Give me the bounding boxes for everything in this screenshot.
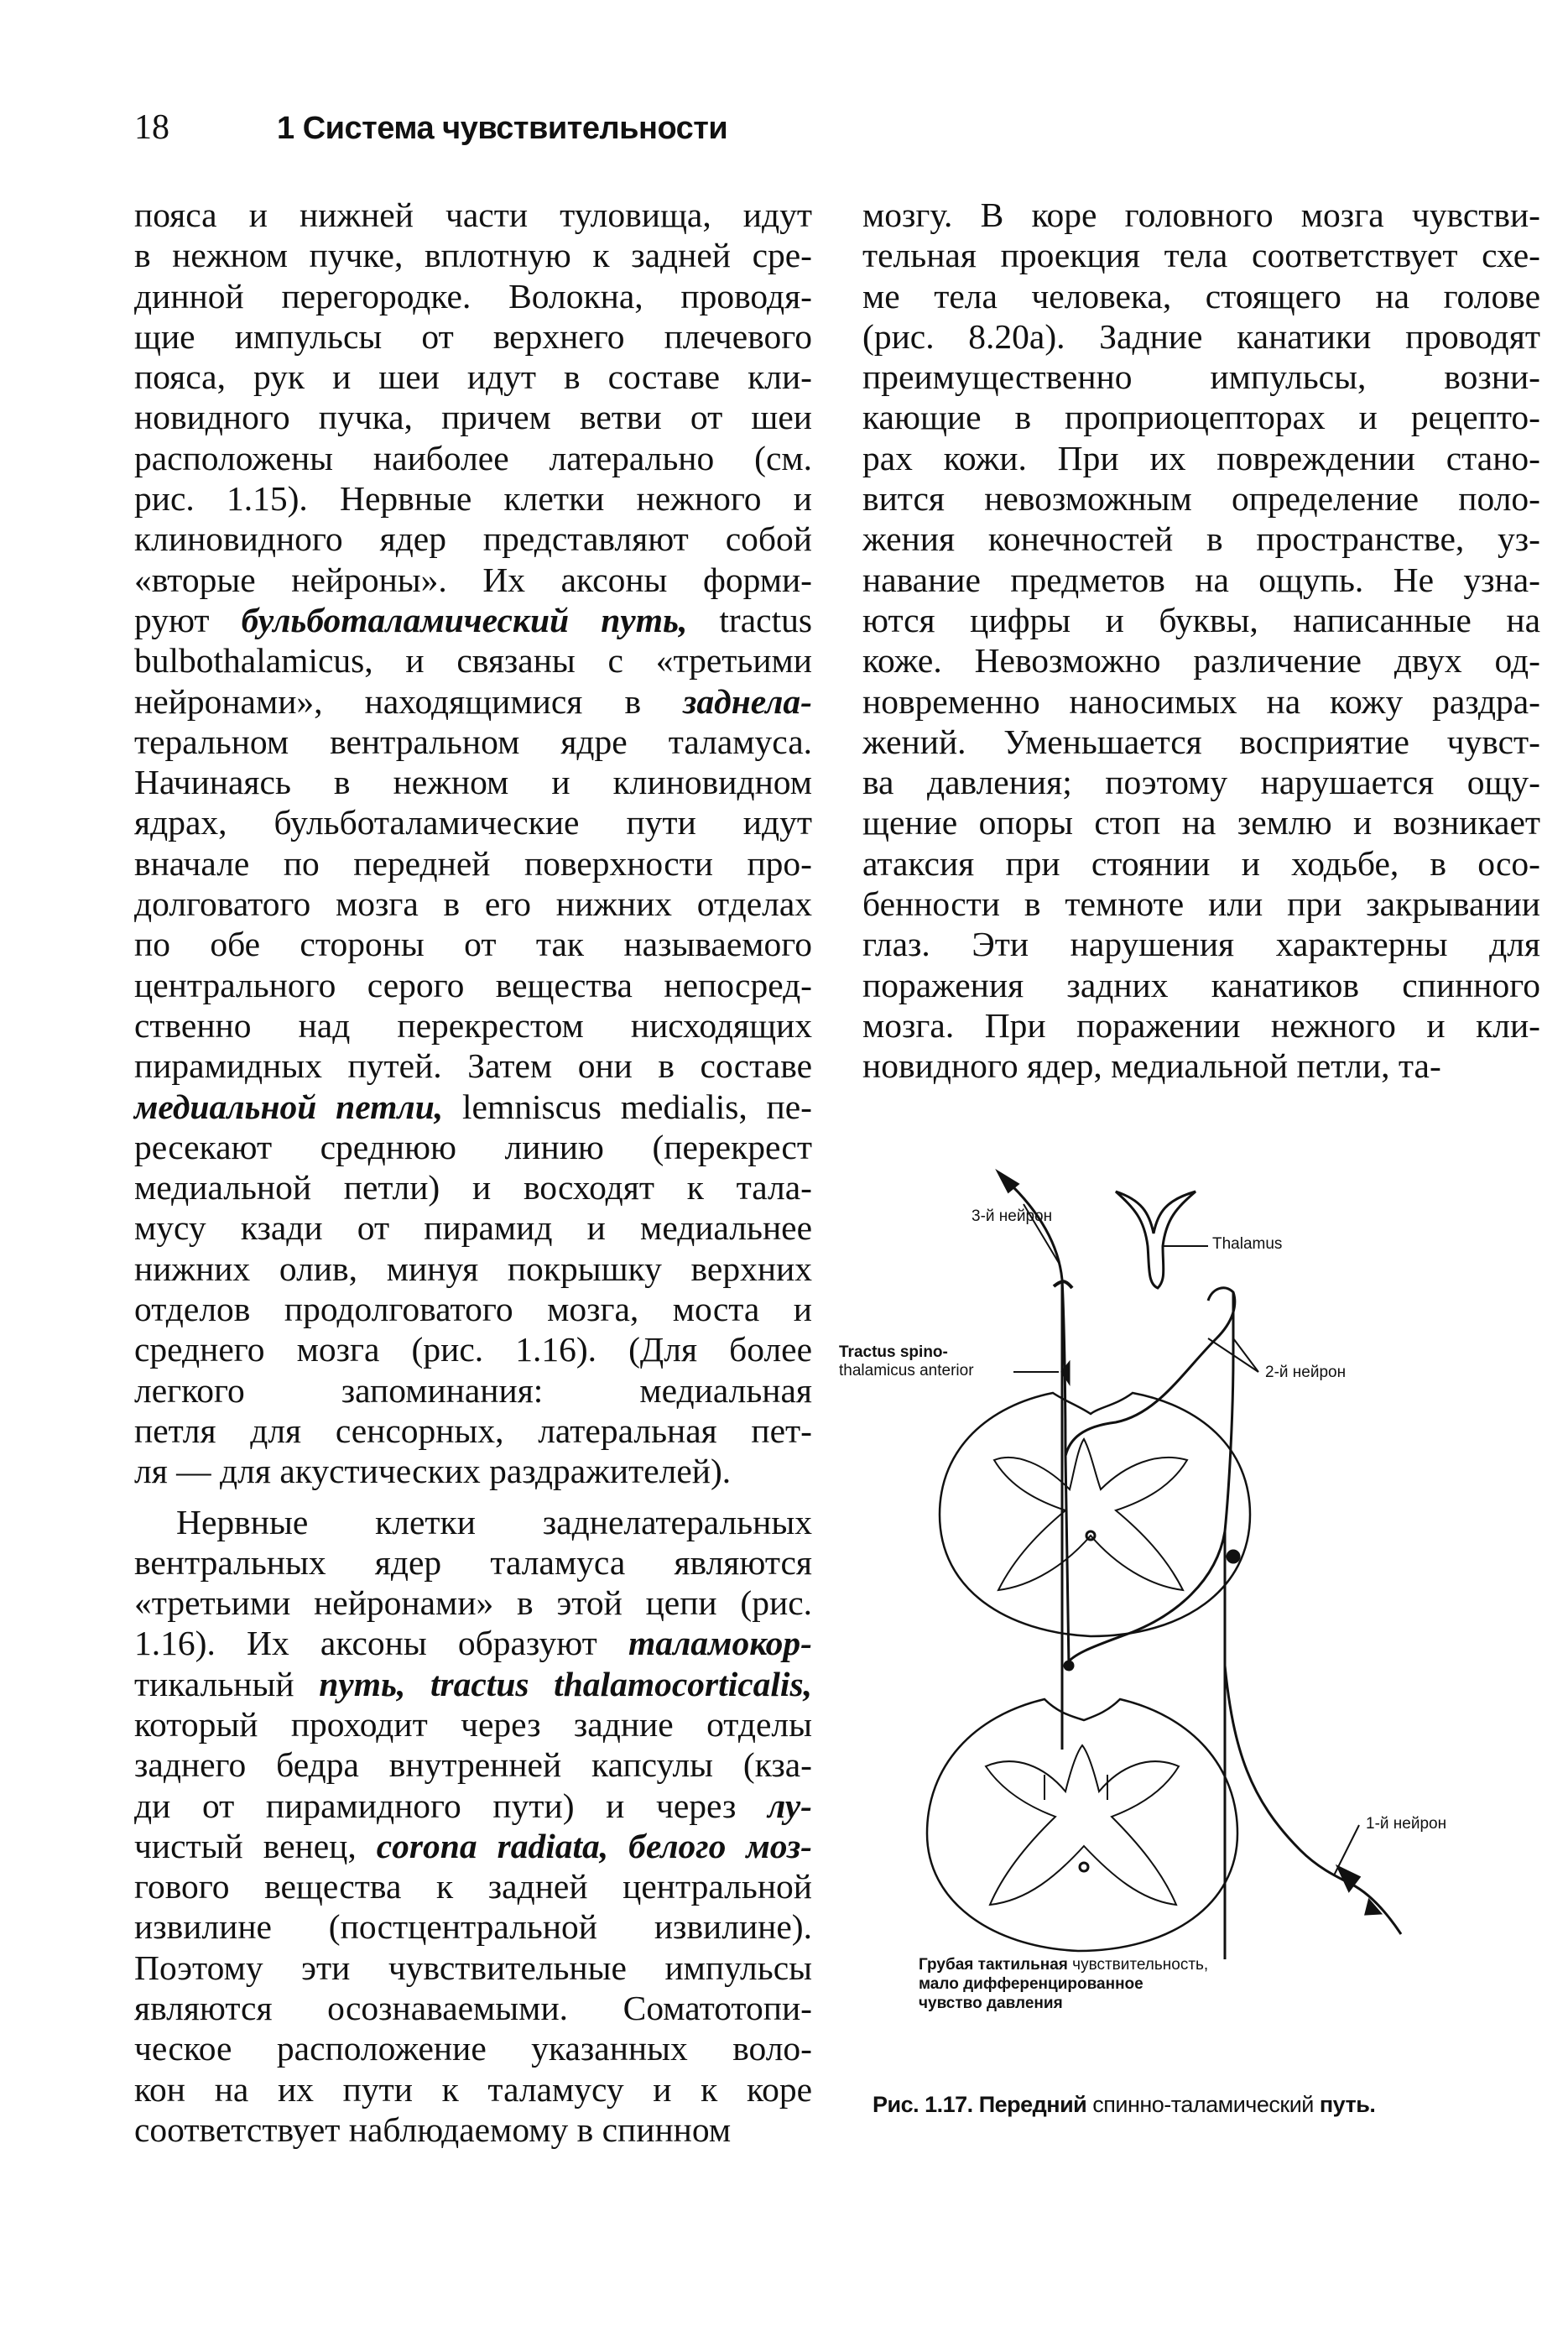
text-line: вентральных ядер таламуса являются xyxy=(134,1542,812,1582)
text-line: новременно наносимых на кожу раздра- xyxy=(862,681,1540,721)
figure-desc-line1 xyxy=(919,1955,1388,1974)
text-line: новидного ядер, медиальной петли, та- xyxy=(862,1046,1441,1086)
text-line: ственно над перекрестом нисходящих xyxy=(134,1005,812,1045)
lower-spinal-section xyxy=(927,1699,1237,1951)
text-line: Нервные клетки заднелатеральных xyxy=(176,1502,812,1541)
text-line: пояса, рук и шеи идут в составе кли- xyxy=(134,357,812,397)
lower-central-canal xyxy=(1080,1863,1088,1871)
text-line: ля — для акустических раздражителей). xyxy=(134,1452,732,1491)
text-line: отделов продолговатого мозга, моста и xyxy=(134,1290,812,1329)
text-line: по обе стороны от так называемого xyxy=(134,925,812,964)
text-line: коже. Невозможно различение двух од- xyxy=(862,641,1540,681)
text-line: чистый венец, corona radiata, белого моз- xyxy=(134,1826,812,1865)
label-neuron-3: 3-й нейрон xyxy=(972,1207,1053,1225)
text-line: долговатого мозга в его нижних отделах xyxy=(134,884,812,924)
text-line: петля для сенсорных, латеральная пет- xyxy=(134,1411,812,1450)
text-line: среднего мозга (рис. 1.16). (Для более xyxy=(134,1330,812,1369)
text-line: гового вещества к задней центральной xyxy=(134,1867,812,1906)
label-thalamus: Thalamus xyxy=(1212,1235,1283,1253)
text-line: вится невозможным определение поло- xyxy=(862,479,1540,519)
upper-grey-matter xyxy=(994,1439,1187,1590)
neuron2-axon xyxy=(1065,1288,1235,1456)
text-line: щие импульсы от верхнего плечевого xyxy=(134,316,812,356)
figure-caption xyxy=(873,2092,1375,2118)
text-line: тикальный путь, tractus thalamocorticalis, xyxy=(134,1664,812,1703)
text-line: ва давления; поэтому нарушается ощу- xyxy=(862,763,1540,802)
text-line: навание предметов на ощупь. Не узна- xyxy=(862,560,1540,599)
neuron2-label-line-b xyxy=(1233,1338,1258,1372)
caption-prefix: Рис. 1.17. xyxy=(873,2092,973,2117)
text-line: пирамидных путей. Затем они в составе xyxy=(134,1046,812,1086)
text-line: руют бульботаламический путь, tractus xyxy=(134,600,813,639)
text-line: тельная проекция тела соответствует схе- xyxy=(862,236,1540,275)
figure-description xyxy=(919,1955,1388,2013)
text-line: новидного пучка, причем ветви от шеи xyxy=(134,398,812,437)
text-line: медиальной петли, lemniscus medialis, пе- xyxy=(134,1087,812,1126)
text-line: «вторые нейроны». Их аксоны форми- xyxy=(134,560,812,599)
text-line: преимущественно импульсы, возни- xyxy=(862,357,1540,397)
text-line: медиальной петли) и восходят к тала- xyxy=(134,1168,812,1207)
neuron1-axon xyxy=(1225,1531,1401,1959)
text-line: пояса и нижней части туловища, идут xyxy=(134,196,812,234)
text-line: мусу кзади от пирамид и медиальнее xyxy=(134,1208,812,1248)
text-line: вначале по передней поверхности про- xyxy=(134,843,812,883)
text-line: поражения задних канатиков спинного xyxy=(862,965,1540,1004)
neuron1-arrow-in xyxy=(1366,1901,1380,1914)
page-number: 18 xyxy=(134,108,169,147)
left-text-column xyxy=(134,195,812,2150)
text-line: ческое расположение указанных воло- xyxy=(134,2029,812,2068)
desc-bold: Грубая тактильная xyxy=(919,1956,1068,1974)
text-line: ме тела человека, стоящего на голове xyxy=(862,276,1540,316)
figure-desc-line3: чувство давления xyxy=(919,1995,1063,2012)
text-line: щение опоры стоп на землю и возникает xyxy=(862,803,1540,842)
label-tract-line1: Tractus spino- xyxy=(839,1343,948,1361)
label-tract-line2: thalamicus anterior xyxy=(839,1362,974,1379)
text-line: ются цифры и буквы, написанные на xyxy=(862,600,1540,639)
figure-desc-line2: мало дифференцированное xyxy=(919,1975,1143,1993)
text-line: ди от пирамидного пути) и через лу- xyxy=(134,1786,812,1825)
text-line: центрального серого вещества непосред- xyxy=(134,965,812,1004)
text-line: жения конечностей в пространстве, уз- xyxy=(862,519,1540,559)
text-line: «третьими нейронами» в этой цепи (рис. xyxy=(134,1583,812,1623)
text-line: легкого запоминания: медиальная xyxy=(134,1370,812,1410)
label-neuron-1: 1-й нейрон xyxy=(1366,1815,1447,1833)
text-line: рис. 1.15). Нервные клетки нежного и xyxy=(134,479,812,519)
upper-spinal-section xyxy=(940,1393,1250,1636)
neuron1-label-line xyxy=(1334,1825,1359,1875)
lower-grey-matter xyxy=(986,1745,1179,1905)
page-header xyxy=(134,107,1477,158)
desc-plain: чувствительность, xyxy=(1067,1956,1209,1974)
text-line: атаксия при стоянии и ходьбе, в осо- xyxy=(862,843,1540,883)
text-line: заднего бедра внутренней капсулы (кза- xyxy=(134,1745,812,1785)
text-line: ресекают среднюю линию (перекрест xyxy=(134,1127,812,1166)
text-line: кон на их пути к таламусу и к коре xyxy=(134,2069,812,2109)
text-line: клиновидного ядер представляют собой xyxy=(134,519,812,559)
text-line: Начинаясь в нежном и клиновидном xyxy=(134,763,812,802)
text-line: мозга. При поражении нежного и кли- xyxy=(862,1005,1540,1045)
caption-bold-1: Передний xyxy=(972,2092,1087,2117)
text-line: глаз. Эти нарушения характерны для xyxy=(862,925,1540,964)
figure-spinothalamic-diagram xyxy=(839,1162,1535,2043)
thalamus-shape xyxy=(1116,1192,1196,1288)
text-line: соответствует наблюдаемому в спинном xyxy=(134,2110,732,2149)
text-line: нижних олив, минуя покрышку верхних xyxy=(134,1249,812,1288)
text-line: 1.16). Их аксоны образуют таламокор- xyxy=(134,1624,812,1663)
text-line: теральном вентральном ядре таламуса. xyxy=(134,722,812,761)
text-line: который проходит через задние отделы xyxy=(134,1704,812,1744)
text-line: Поэтому эти чувствительные импульсы xyxy=(134,1948,812,1987)
text-line: (рис. 8.20а). Задние канатики проводят xyxy=(862,316,1540,356)
text-line: мозгу. В коре головного мозга чувстви- xyxy=(862,196,1540,234)
text-line: bulbothalamicus, и связаны с «третьими xyxy=(134,641,812,681)
diagram-svg xyxy=(864,1162,1535,1959)
text-line: бенности в темноте или при закрывании xyxy=(862,884,1540,924)
right-text-column xyxy=(862,195,1540,1087)
text-line: ядрах, бульботаламические пути идут xyxy=(134,803,812,842)
text-line: являются осознаваемыми. Соматотопи- xyxy=(134,1989,812,2028)
text-line: нейронами», находящимися в заднела- xyxy=(134,681,812,721)
text-line: извилине (постцентральной извилине). xyxy=(134,1907,812,1947)
text-line: рах кожи. При их повреждении стано- xyxy=(862,438,1540,477)
text-line: жений. Уменьшается восприятие чувст- xyxy=(862,722,1540,761)
synapse-dot-lower xyxy=(1065,1661,1073,1670)
text-line: кающие в проприоцепторах и рецепто- xyxy=(862,398,1540,437)
chapter-title: 1 Система чувствительности xyxy=(277,111,728,146)
label-neuron-2: 2-й нейрон xyxy=(1265,1364,1347,1381)
caption-bold-2: путь. xyxy=(1313,2092,1376,2117)
text-line: динной перегородке. Волокна, проводя- xyxy=(134,276,812,316)
text-line: расположены наиболее латерально (см. xyxy=(134,438,812,477)
synapse-dot-upper xyxy=(1227,1551,1239,1562)
text-line: в нежном пучке, вплотную к задней сре- xyxy=(134,236,812,275)
caption-thin: спинно-таламический xyxy=(1086,2092,1314,2117)
